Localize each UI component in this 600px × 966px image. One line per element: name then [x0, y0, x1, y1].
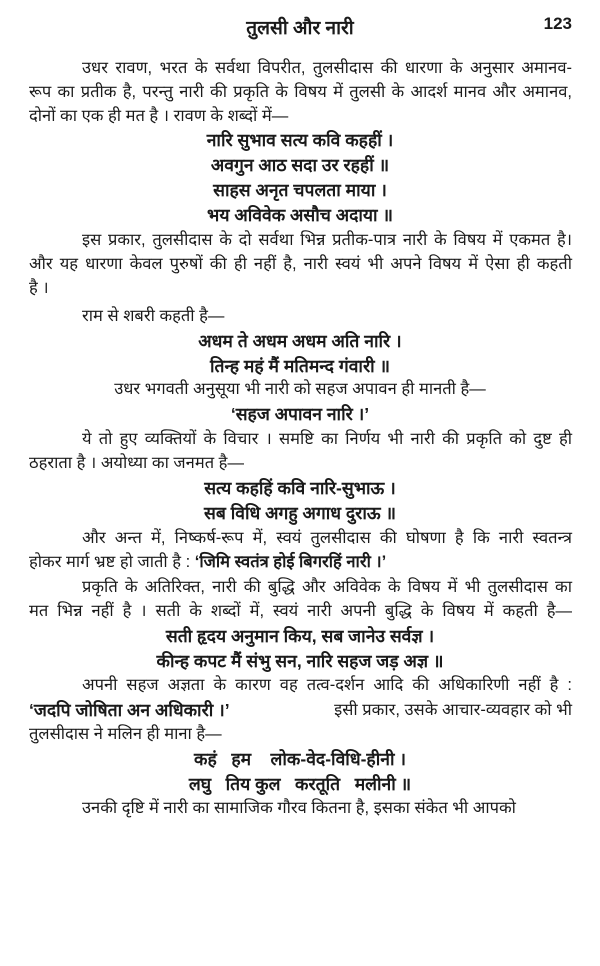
quote-sahaj-apavan: ‘सहज अपावन नारि ।’: [230, 404, 370, 424]
paragraph-1-line-3: दोनों का एक ही मत है । रावण के शब्दों में—: [29, 107, 289, 125]
paragraph-5-line-2: ठहराता है । अयोध्या का जनमत है—: [29, 454, 244, 472]
paragraph-7-line-1: प्रकृति के अतिरिक्त, नारी की बुद्धि और अविवेक के विषय में भी तुलसीदास का: [82, 578, 572, 596]
paragraph-1-line-2: रूप का प्रतीक है, परन्तु नारी की प्रकृति के विषय में तुलसी के आदर्श मानव और अमानव,: [29, 83, 572, 101]
verse-2-line-1: अधम ते अधम अधम अति नारि ।: [198, 331, 402, 351]
quote-jadapi: ‘जदपि जोषिता अन अधिकारी ।’: [29, 700, 230, 720]
paragraph-4: उधर भगवती अनुसूया भी नारी को सहज अपावन ही मानती है—: [114, 380, 486, 398]
paragraph-1-line-1: उधर रावण, भरत के सर्वथा विपरीत, तुलसीदास की धारणा के अनुसार अमानव-: [82, 59, 572, 77]
paragraph-8-line-1: अपनी सहज अज्ञता के कारण वह तत्व-दर्शन आदि की अधिकारिणी नहीं है :: [82, 676, 572, 694]
paragraph-2-line-1: इस प्रकार, तुलसीदास के दो सर्वथा भिन्न प्रतीक-पात्र नारी के विषय में एकमत है।: [82, 231, 572, 249]
paragraph-8-line-3: तुलसीदास ने मलिन ही माना है—: [29, 725, 222, 743]
verse-1-line-4: भय अविवेक असौच अदाया ॥: [207, 205, 393, 225]
verse-2-line-2: तिन्ह महं मैं मतिमन्द गंवारी ॥: [210, 356, 390, 376]
paragraph-3: राम से शबरी कहती है—: [82, 307, 225, 325]
paragraph-9-line-1: उनकी दृष्टि में नारी का सामाजिक गौरव कितना है, इसका संकेत भी आपको: [82, 799, 516, 817]
paragraph-6-line-1: और अन्त में, निष्कर्ष-रूप में, स्वयं तुलसीदास की घोषणा है कि नारी स्वतन्त्र: [82, 529, 572, 547]
verse-4-line-2: कीन्ह कपट मैं संभु सन, नारि सहज जड़ अज्ञ ॥: [156, 651, 444, 671]
verse-1-line-2: अवगुन आठ सदा उर रहहीं ॥: [210, 155, 390, 175]
running-header-title: तुलसी और नारी: [246, 18, 354, 39]
verse-1-line-1: नारि सुभाव सत्य कवि कहहीं ।: [206, 130, 394, 150]
verse-3-line-2: सब विधि अगहु अगाध दुराऊ ॥: [204, 503, 396, 523]
paragraph-6-line-2-text: होकर मार्ग भ्रष्ट हो जाती है :: [29, 553, 195, 571]
paragraph-2-line-2: और यह धारणा केवल पुरुषों की ही नहीं है, नारी स्वयं भी अपने विषय में ऐसा ही कहती: [29, 255, 572, 273]
quote-swatantra: ‘जिमि स्वतंत्र होई बिगरहिं नारी ।’: [194, 553, 387, 571]
verse-3-line-1: सत्य कहहिं कवि नारि-सुभाऊ ।: [204, 478, 396, 498]
verse-5-line-2: लघु तिय कुल करतूति मलीनी ॥: [188, 774, 412, 794]
paragraph-5-line-1: ये तो हुए व्यक्तियों के विचार । समष्टि का निर्णय भी नारी की प्रकृति को दुष्ट ही: [82, 430, 572, 448]
paragraph-8-line-2-text: इसी प्रकार, उसके आचार-व्यवहार को भी: [334, 701, 572, 719]
paragraph-6-line-2: [29, 551, 572, 573]
verse-5-line-1: कहं हम लोक-वेद-विधि-हीनी ।: [194, 749, 406, 769]
paragraph-7-line-2: मत भिन्न नहीं है । सती के शब्दों में, स्वयं नारी अपनी बुद्धि के विषय में कहती है—: [29, 602, 572, 620]
page-number: 123: [543, 14, 572, 33]
verse-4-line-1: सती हृदय अनुमान किय, सब जानेउ सर्वज्ञ ।: [165, 626, 435, 646]
verse-1-line-3: साहस अनृत चपलता माया ।: [213, 180, 387, 200]
paragraph-2-line-3: है ।: [29, 279, 49, 297]
paragraph-8-line-2: [29, 699, 572, 721]
